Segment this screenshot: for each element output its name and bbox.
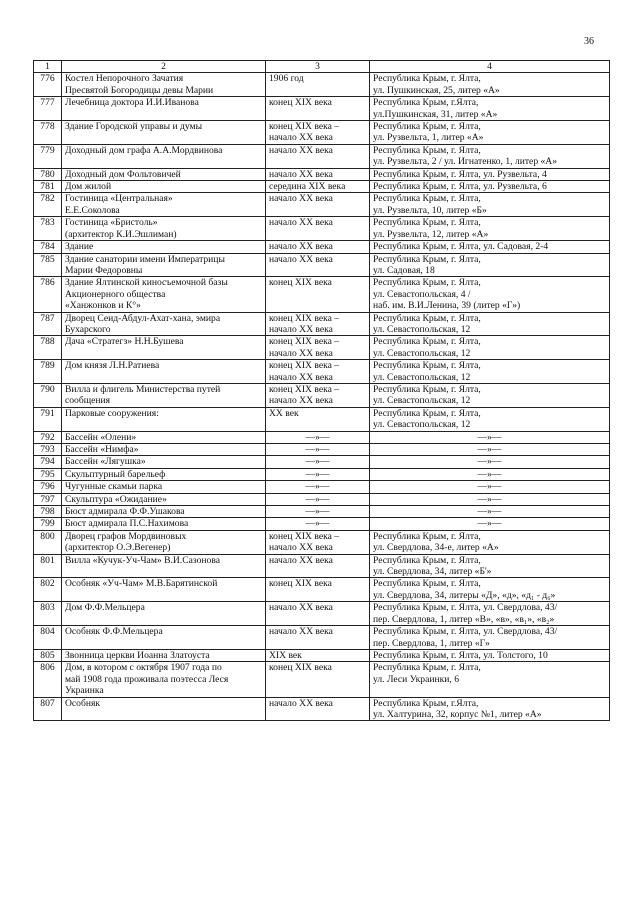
object-address: Республика Крым, г. Ялта, ул. Рузвельта, 4 [370,168,610,180]
table-row [34,121,610,145]
object-date: начало XX века [266,144,370,168]
object-date: начало XX века [266,193,370,217]
object-name: Особняк «Уч-Чам» М.В.Барятинской [62,578,266,602]
object-date: конец XIX века – начало XX века [266,383,370,407]
object-address: Республика Крым, г. Ялта, ул. Севастопольская, 12 [370,360,610,384]
object-name: Чугунные скамьи парка [62,481,266,493]
object-date: 1906 год [266,73,370,97]
table-row [34,312,610,336]
column-header-date: 3 [266,61,370,73]
object-address: Республика Крым, г. Ялта, ул. Садовая, 2-4 [370,241,610,253]
object-date: —»— [266,481,370,493]
column-header-number: 1 [34,61,62,73]
object-name: Бассейн «Лягушка» [62,456,266,468]
object-date: —»— [266,431,370,443]
table-body [34,73,610,721]
object-address: Республика Крым, г. Ялта, ул. Севастопольская, 12 [370,336,610,360]
table-row [34,506,610,518]
object-name: Дом князя Л.Н.Ратиева [62,360,266,384]
table-row [34,217,610,241]
row-number: 776 [34,73,62,97]
object-address: Республика Крым, г. Ялта, ул. Пушкинская, 25, литер «А» [370,73,610,97]
row-number: 800 [34,530,62,554]
object-name: Здание Ялтинской киносъемочной базы Акционерного общества «Ханжонков и К°» [62,277,266,312]
object-address: Республика Крым, г. Ялта, ул. Рузвельта, 12, литер «А» [370,217,610,241]
table-row [34,697,610,721]
object-name: Дом жилой [62,181,266,193]
object-address: —»— [370,456,610,468]
object-name: Дворец Сеид-Абдул-Ахат-хана, эмира Бухарского [62,312,266,336]
table-row [34,444,610,456]
row-number: 803 [34,602,62,626]
object-date: конец XIX века – начало XX века [266,336,370,360]
object-date: начало XX века [266,217,370,241]
row-number: 785 [34,253,62,277]
object-name: Дом Ф.Ф.Мельцера [62,602,266,626]
table-row [34,181,610,193]
row-number: 789 [34,360,62,384]
object-name: Бассейн «Олени» [62,431,266,443]
object-address: Республика Крым, г. Ялта, ул. Свердлова, 43/ пер. Свердлова, 1, литер «Г» [370,626,610,650]
table-row [34,277,610,312]
object-date: начало XX века [266,626,370,650]
object-address: Республика Крым, г.Ялта, ул.Пушкинская, 31, литер «А» [370,97,610,121]
object-address: Республика Крым, г. Ялта, ул. Леси Украинки, 6 [370,662,610,697]
object-date: конец XIX века [266,277,370,312]
object-address: Республика Крым, г. Ялта, ул. Севастопольская, 12 [370,312,610,336]
object-date: конец XIX века [266,97,370,121]
row-number: 806 [34,662,62,697]
object-address: —»— [370,493,610,505]
object-name: Здание санатории имени Императрицы Марии Федоровны [62,253,266,277]
object-address: —»— [370,468,610,480]
object-date: конец XIX века [266,578,370,602]
object-name: Здание Городской управы и думы [62,121,266,145]
row-number: 793 [34,444,62,456]
table-row [34,602,610,626]
table-row [34,168,610,180]
table-row [34,468,610,480]
object-name: Парковые сооружения: [62,407,266,431]
object-date: начало XX века [266,697,370,721]
object-date: начало XX века [266,554,370,578]
table-row [34,578,610,602]
table-row [34,530,610,554]
row-number: 798 [34,506,62,518]
row-number: 784 [34,241,62,253]
table-row [34,241,610,253]
row-number: 801 [34,554,62,578]
row-number: 794 [34,456,62,468]
object-date: середина XIX века [266,181,370,193]
object-name: Особняк [62,697,266,721]
object-address: —»— [370,431,610,443]
row-number: 795 [34,468,62,480]
object-name: Доходный дом Фольтовичей [62,168,266,180]
object-address: —»— [370,481,610,493]
object-date: конец XIX века – начало XX века [266,530,370,554]
object-address: Республика Крым, г. Ялта, ул. Толстого, 10 [370,649,610,661]
row-number: 796 [34,481,62,493]
object-address: Республика Крым, г. Ялта, ул. Свердлова, 34, литеры «Д», «д», «д₁ - д₆» [370,578,610,602]
table-row [34,360,610,384]
object-name: Бюст адмирала Ф.Ф.Ушакова [62,506,266,518]
object-address: Республика Крым, г. Ялта, ул. Рузвельта, 6 [370,181,610,193]
object-address: —»— [370,518,610,530]
row-number: 807 [34,697,62,721]
object-name: Здание [62,241,266,253]
row-number: 786 [34,277,62,312]
object-name: Дом, в котором с октября 1907 года по май 1908 года проживала поэтесса Леся Украинка [62,662,266,697]
object-name: Особняк Ф.Ф.Мельцера [62,626,266,650]
table-row [34,193,610,217]
table-row [34,144,610,168]
object-date: начало XX века [266,168,370,180]
row-number: 782 [34,193,62,217]
column-header-address: 4 [370,61,610,73]
object-date: XIX век [266,649,370,661]
object-name: Вилла «Кучук-Уч-Чам» В.И.Сазонова [62,554,266,578]
row-number: 787 [34,312,62,336]
row-number: 802 [34,578,62,602]
object-date: конец XIX века – начало XX века [266,312,370,336]
row-number: 783 [34,217,62,241]
object-address: Республика Крым, г. Ялта, ул. Садовая, 18 [370,253,610,277]
object-address: Республика Крым, г. Ялта, ул. Севастопольская, 12 [370,407,610,431]
row-number: 791 [34,407,62,431]
object-date: начало XX века [266,602,370,626]
row-number: 788 [34,336,62,360]
object-date: —»— [266,518,370,530]
object-address: Республика Крым, г. Ялта, ул. Севастопольская, 4 / наб. им. В.И.Ленина, 39 (литер «Г») [370,277,610,312]
object-name: Гостиница «Бристоль» (архитектор К.И.Эшлиман) [62,217,266,241]
object-address: Республика Крым, г. Ялта, ул. Свердлова, 34, литер «Б'» [370,554,610,578]
page-number: 36 [584,36,594,47]
row-number: 804 [34,626,62,650]
object-date: начало XX века [266,253,370,277]
row-number: 792 [34,431,62,443]
object-date: начало XX века [266,241,370,253]
object-date: —»— [266,493,370,505]
object-address: Республика Крым, г. Ялта, ул. Свердлова, 34-е, литер «А» [370,530,610,554]
row-number: 797 [34,493,62,505]
table-row [34,456,610,468]
object-date: —»— [266,456,370,468]
object-address: Республика Крым, г. Ялта, ул. Рузвельта, 2 / ул. Игнатенко, 1, литер «А» [370,144,610,168]
row-number: 780 [34,168,62,180]
object-name: Скульптурный барельеф [62,468,266,480]
object-address: Республика Крым, г. Ялта, ул. Рузвельта, 1, литер «А» [370,121,610,145]
table-row [34,431,610,443]
object-name: Лечебница доктора И.И.Иванова [62,97,266,121]
object-name: Дача «Стратегз» Н.Н.Бушева [62,336,266,360]
object-name: Гостиница «Центральная» Е.Е.Соколова [62,193,266,217]
object-address: Республика Крым, г.Ялта, ул. Халтурина, 32, корпус №1, литер «А» [370,697,610,721]
object-date: —»— [266,506,370,518]
heritage-registry-table [33,60,610,721]
table-row [34,407,610,431]
object-address: Республика Крым, г. Ялта, ул. Севастопольская, 12 [370,383,610,407]
object-name: Бассейн «Нимфа» [62,444,266,456]
table-header-row [34,61,610,73]
row-number: 799 [34,518,62,530]
table-row [34,383,610,407]
row-number: 777 [34,97,62,121]
table-row [34,493,610,505]
object-address: —»— [370,506,610,518]
table-row [34,97,610,121]
table-row [34,626,610,650]
object-date: конец XIX века – начало XX века [266,121,370,145]
object-name: Скульптура «Ожидание» [62,493,266,505]
table-row [34,662,610,697]
object-name: Костел Непорочного Зачатия Пресвятой Богородицы девы Марии [62,73,266,97]
object-date: —»— [266,444,370,456]
object-name: Доходный дом графа А.А.Мордвинова [62,144,266,168]
object-name: Вилла и флигель Министерства путей сообщения [62,383,266,407]
object-date: —»— [266,468,370,480]
object-address: Республика Крым, г. Ялта, ул. Свердлова, 43/ пер. Свердлова, 1, литер «В», «в», «в₁», «в₂» [370,602,610,626]
object-date: конец XIX века [266,662,370,697]
object-address: Республика Крым, г. Ялта, ул. Рузвельта, 10, литер «Б» [370,193,610,217]
row-number: 778 [34,121,62,145]
table-row [34,649,610,661]
table-row [34,554,610,578]
object-name: Бюст адмирала П.С.Нахимова [62,518,266,530]
row-number: 779 [34,144,62,168]
row-number: 805 [34,649,62,661]
column-header-name: 2 [62,61,266,73]
row-number: 781 [34,181,62,193]
object-name: Звонница церкви Иоанна Златоуста [62,649,266,661]
table-row [34,253,610,277]
object-address: —»— [370,444,610,456]
table-row [34,518,610,530]
table-row [34,336,610,360]
table-row [34,481,610,493]
object-date: конец XIX века – начало XX века [266,360,370,384]
object-name: Дворец графов Мордвиновых (архитектор О.Э.Вегенер) [62,530,266,554]
table-row [34,73,610,97]
object-date: XX век [266,407,370,431]
row-number: 790 [34,383,62,407]
